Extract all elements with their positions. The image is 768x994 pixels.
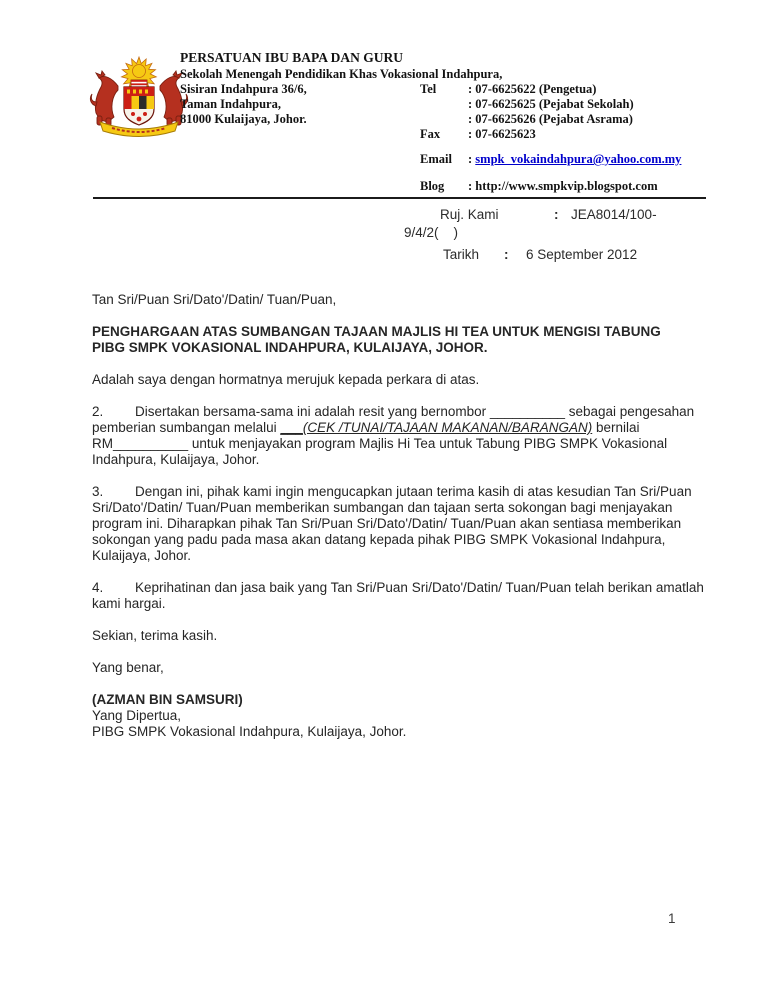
paragraph-2-text-a: Disertakan bersama-sama ini adalah resit yang bernombor __________ sebagai pengesahan pemberian sumbangan melalui [92, 404, 695, 435]
tarikh-label: Tarikh [443, 247, 480, 262]
address-line-1: Sisiran Indahpura 36/6, [180, 82, 307, 96]
closing-line: Sekian, terima kasih. [92, 628, 218, 643]
subject-line-2: PIBG SMPK VOKASIONAL INDAHPURA, KULAIJAYA, JOHOR. [92, 340, 488, 355]
tarikh-value: 6 September 2012 [526, 247, 638, 262]
email-label: Email [420, 152, 452, 166]
paragraph-4-number: 4. [92, 580, 104, 595]
header-divider [93, 197, 706, 199]
org-name: PERSATUAN IBU BAPA DAN GURU [180, 50, 404, 65]
email-colon: : [468, 152, 476, 166]
paragraph-3 [92, 484, 708, 564]
tarikh-colon: : [504, 247, 509, 262]
tel-value-3: : 07-6625626 (Pejabat Asrama) [468, 112, 633, 126]
tel-value-1: : 07-6625622 (Pengetua) [468, 82, 597, 96]
paragraph-4-text: Keprihatinan dan jasa baik yang Tan Sri/Puan Sri/Dato'/Datin/ Tuan/Puan telah berikan amatlah kami hargai. [92, 580, 704, 611]
salutation: Tan Sri/Puan Sri/Dato'/Datin/ Tuan/Puan, [92, 292, 337, 307]
subject-heading [92, 324, 708, 356]
blog-label: Blog [420, 179, 445, 193]
school-name: Sekolah Menengah Pendidikan Khas Vokasional Indahpura, [180, 67, 503, 81]
ruj-kami-value-line1: JEA8014/100- [571, 207, 657, 222]
signatory-title: Yang Dipertua, [92, 708, 182, 723]
paragraph-2-blank: ___ [280, 420, 303, 435]
malaysia-coat-of-arms-icon [88, 56, 191, 142]
signatory-name: (AZMAN BIN SAMSURI) [92, 692, 243, 707]
paragraph-2-number: 2. [92, 404, 104, 419]
address-line-2: Taman Indahpura, [180, 97, 281, 111]
blog-value: : http://www.smpkvip.blogspot.com [468, 179, 658, 193]
coat-of-arms-svg [88, 56, 191, 142]
signatory-org: PIBG SMPK Vokasional Indahpura, Kulaijaya, Johor. [92, 724, 407, 739]
ruj-kami-value-line2: 9/4/2( ) [404, 225, 459, 240]
ruj-kami-label: Ruj. Kami [440, 207, 499, 222]
paragraph-2-text-b: bernilai RM__________ untuk menjayakan program Majlis Hi Tea untuk Tabung PIBG SMPK Vokasional Indahpura, Kulaijaya, Johor. [92, 420, 668, 467]
sign-off: Yang benar, [92, 660, 164, 675]
paragraph-3-number: 3. [92, 484, 104, 499]
fax-label: Fax [420, 127, 441, 141]
paragraph-3-text: Dengan ini, pihak kami ingin mengucapkan jutaan terima kasih di atas kesudian Tan Sri/Puan Sri/Dato'/Datin/ Tuan/Puan memberikan sumbangan dan tajaan serta sokongan bagi menjayakan program ini. Diharapkan pihak Tan Sri/Puan Sri/Dato'/Datin/ Tuan/Puan akan sentiasa memberikan sokongan yang padu pada masa akan datang kepada pihak PIBG SMPK Vokasional Indahpura, Kulaijaya, Johor. [92, 484, 692, 563]
address-line-3: 81000 Kulaijaya, Johor. [180, 112, 307, 126]
paragraph-2 [92, 404, 708, 468]
tel-value-2: : 07-6625625 (Pejabat Sekolah) [468, 97, 634, 111]
page-number: 1 [668, 911, 676, 926]
fax-value: : 07-6625623 [468, 127, 536, 141]
email-row [468, 152, 681, 167]
payment-method-options: (CEK /TUNAI/TAJAAN MAKANAN/BARANGAN) [302, 420, 593, 435]
subject-line-1: PENGHARGAAN ATAS SUMBANGAN TAJAAN MAJLIS HI TEA UNTUK MENGISI TABUNG [92, 324, 661, 339]
tel-label: Tel [420, 82, 437, 96]
ruj-kami-colon: : [554, 207, 559, 222]
email-link[interactable]: smpk_vokaindahpura@yahoo.com.my [475, 152, 682, 166]
letter-body [92, 292, 708, 740]
paragraph-4 [92, 580, 708, 612]
opening-paragraph: Adalah saya dengan hormatnya merujuk kepada perkara di atas. [92, 372, 480, 387]
